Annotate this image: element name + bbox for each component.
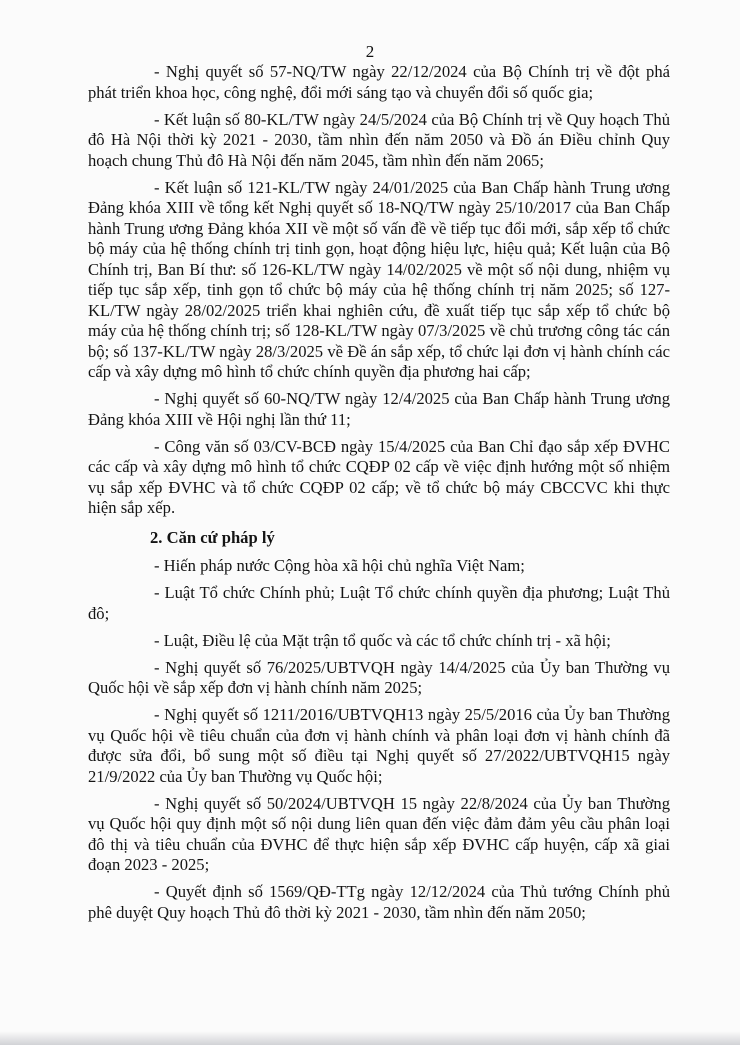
paragraph-decision-1569: - Quyết định số 1569/QĐ-TTg ngày 12/12/2024 của Thủ tướng Chính phủ phê duyệt Quy hoạch Thủ đô thời kỳ 2021 - 2030, tầm nhìn đến năm 2050;	[88, 882, 670, 922]
paragraph-resolution-50: - Nghị quyết số 50/2024/UBTVQH 15 ngày 22/8/2024 của Ủy ban Thường vụ Quốc hội quy định một số nội dung liên quan đến việc đảm đảm yêu cầu phân loại đô thị và tiêu chuẩn của ĐVHC để thực hiện sắp xếp ĐVHC cấp huyện, cấp xã giai đoạn 2023 - 2025;	[88, 793, 670, 874]
document-body	[88, 62, 670, 930]
paragraph-resolution-1211: - Nghị quyết số 1211/2016/UBTVQH13 ngày 25/5/2016 của Ủy ban Thường vụ Quốc hội về tiêu chuẩn của đơn vị hành chính và phân loại đơn vị hành chính đã được sửa đổi, bổ sung một số điều tại Nghị quyết số 27/2022/UBTVQH15 ngày 21/9/2022 của Ủy ban Thường vụ Quốc hội;	[88, 705, 670, 786]
paragraph-resolution-57: - Nghị quyết số 57-NQ/TW ngày 22/12/2024 của Bộ Chính trị về đột phá phát triển khoa học, công nghệ, đổi mới sáng tạo và chuyển đổi số quốc gia;	[88, 62, 670, 102]
page-number: 2	[365, 42, 375, 61]
section-heading-legal-basis: 2. Căn cứ pháp lý	[150, 527, 275, 547]
paragraph-resolution-60: - Nghị quyết số 60-NQ/TW ngày 12/4/2025 của Ban Chấp hành Trung ương Đảng khóa XIII về Hội nghị lần thứ 11;	[88, 389, 670, 429]
paragraph-resolution-76: - Nghị quyết số 76/2025/UBTVQH ngày 14/4/2025 của Ủy ban Thường vụ Quốc hội về sắp xếp đơn vị hành chính năm 2025;	[88, 657, 670, 697]
paragraph-conclusion-121: - Kết luận số 121-KL/TW ngày 24/01/2025 của Ban Chấp hành Trung ương Đảng khóa XIII về tổng kết Nghị quyết số 18-NQ/TW ngày 25/10/2017 của Ban Chấp hành Trung ương Đảng khóa XII về một số vấn đề về tiếp tục đổi mới, sắp xếp tổ chức bộ máy của hệ thống chính trị tinh gọn, hoạt động hiệu lực, hiệu quả; Kết luận của Bộ Chính trị, Ban Bí thư: số 126-KL/TW ngày 14/02/2025 về một số nội dung, nhiệm vụ tiếp tục sắp xếp, tinh gọn tổ chức bộ máy của hệ thống chính trị năm 2025; số 127-KL/TW ngày 28/02/2025 triển khai nghiên cứu, đề xuất tiếp tục sắp xếp tổ chức bộ máy của hệ thống chính trị; số 128-KL/TW ngày 07/3/2025 về chủ trương công tác cán bộ; số 137-KL/TW ngày 28/3/2025 về Đề án sắp xếp, tổ chức lại đơn vị hành chính các cấp và xây dựng mô hình tổ chức chính quyền địa phương hai cấp;	[88, 177, 670, 381]
paragraph-official-letter-03: - Công văn số 03/CV-BCĐ ngày 15/4/2025 của Ban Chỉ đạo sắp xếp ĐVHC các cấp và xây dựng mô hình tổ chức CQĐP 02 cấp về việc định hướng một số nhiệm vụ sắp xếp ĐVHC và tổ chức CQĐP 02 cấp; về tổ chức bộ máy CBCCVC khi thực hiện sắp xếp.	[88, 436, 670, 517]
paragraph-conclusion-80: - Kết luận số 80-KL/TW ngày 24/5/2024 của Bộ Chính trị về Quy hoạch Thủ đô Hà Nội thời kỳ 2021 - 2030, tầm nhìn đến năm 2050 và Đồ án Điều chỉnh Quy hoạch chung Thủ đô Hà Nội đến năm 2045, tầm nhìn đến năm 2065;	[88, 109, 670, 170]
paragraph-constitution: - Hiến pháp nước Cộng hòa xã hội chủ nghĩa Việt Nam;	[154, 556, 525, 575]
paragraph-laws-fatherland-front: - Luật, Điều lệ của Mặt trận tổ quốc và các tổ chức chính trị - xã hội;	[154, 630, 611, 650]
paragraph-laws-government: - Luật Tổ chức Chính phủ; Luật Tổ chức chính quyền địa phương; Luật Thủ đô;	[88, 583, 670, 623]
page-bottom-shadow	[0, 1031, 740, 1045]
